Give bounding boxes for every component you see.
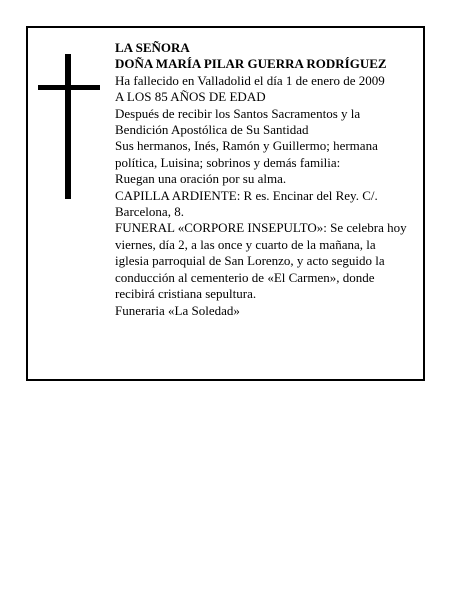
deceased-name: DOÑA MARÍA PILAR GUERRA RODRÍGUEZ <box>115 56 387 72</box>
cross-horizontal-bar <box>38 85 100 90</box>
family-line: política, Luisina; sobrinos y demás familia: <box>115 154 341 170</box>
funeral-home: Funeraria «La Soledad» <box>115 302 240 318</box>
funeral-line: viernes, día 2, a las once y cuarto de la mañana, la <box>115 236 376 252</box>
obituary-text <box>115 40 427 319</box>
funeral-line: FUNERAL «CORPORE INSEPULTO»: Se celebra hoy <box>115 220 407 236</box>
death-announcement: Ha fallecido en Valladolid el día 1 de enero de 2009 <box>115 72 385 88</box>
chapel-address: Barcelona, 8. <box>115 204 184 220</box>
blessing-line: Bendición Apostólica de Su Santidad <box>115 122 309 138</box>
funeral-line: iglesia parroquial de San Lorenzo, y acto seguido la <box>115 253 385 269</box>
age-line: A LOS 85 AÑOS DE EDAD <box>115 89 266 105</box>
cross-icon <box>38 54 100 199</box>
chapel-line: CAPILLA ARDIENTE: R es. Encinar del Rey. C/. <box>115 187 378 203</box>
funeral-line: recibirá cristiana sepultura. <box>115 286 257 302</box>
sacraments-line: Después de recibir los Santos Sacramentos y la <box>115 105 361 121</box>
prayer-request: Ruegan una oración por su alma. <box>115 171 287 187</box>
family-line: Sus hermanos, Inés, Ramón y Guillermo; hermana <box>115 138 378 154</box>
funeral-line: conducción al cementerio de «El Carmen», donde <box>115 269 375 285</box>
cross-vertical-bar <box>65 54 71 199</box>
title-honorific: LA SEÑORA <box>115 40 190 55</box>
obituary-notice <box>26 26 425 381</box>
